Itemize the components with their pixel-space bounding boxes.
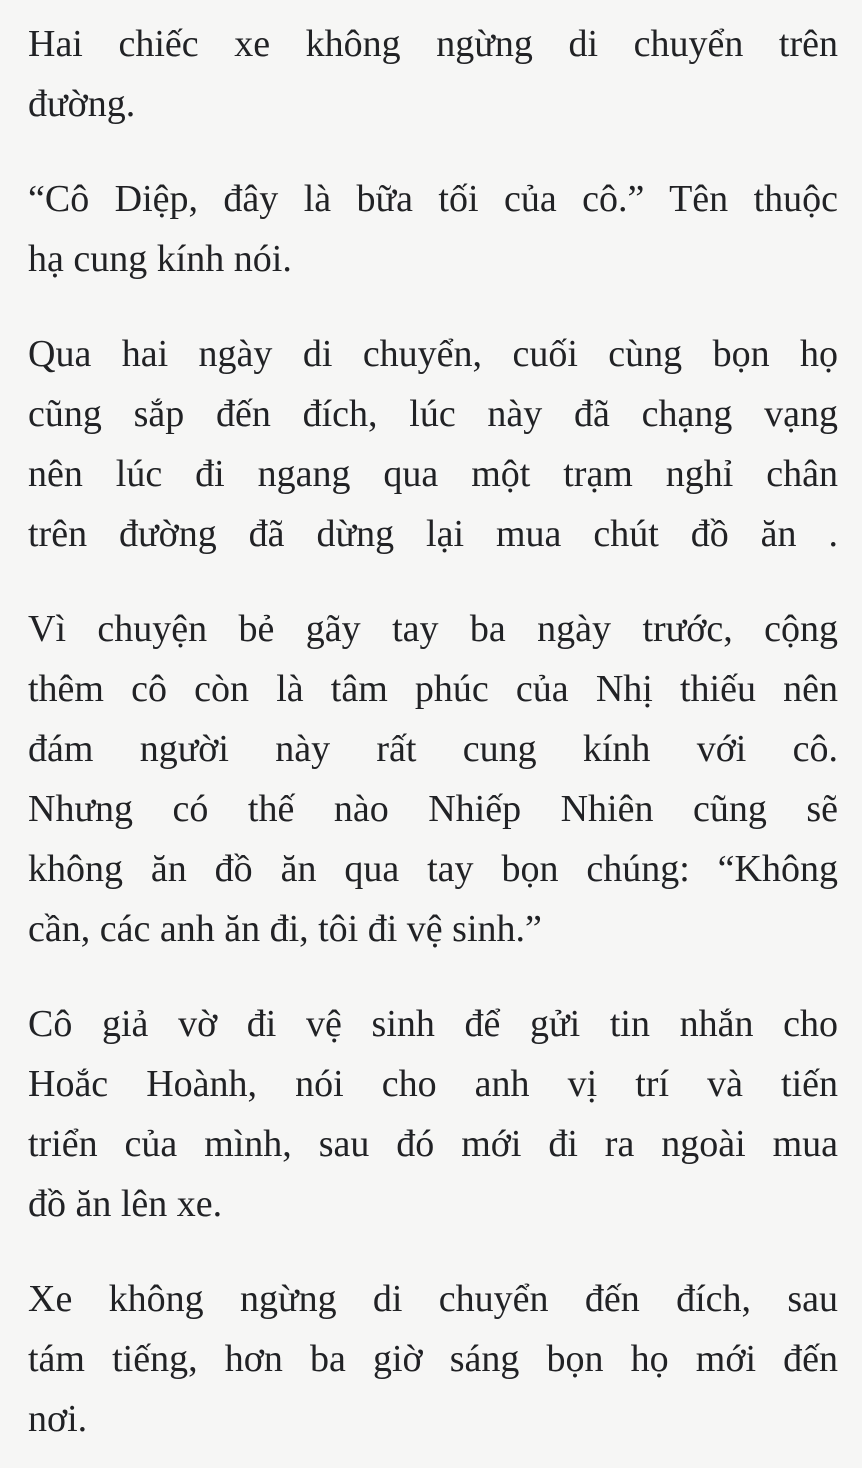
- paragraph-line: cũng sắp đến đích, lúc này đã chạng vạng: [28, 393, 838, 435]
- paragraph-line: “Cô Diệp, đây là bữa tối của cô.” Tên thuộc: [28, 178, 838, 220]
- reading-content: [28, 14, 838, 1449]
- paragraph-line: thêm cô còn là tâm phúc của Nhị thiếu nên: [28, 668, 838, 710]
- paragraph-line: hạ cung kính nói.: [28, 238, 292, 280]
- paragraph-line: trên đường đã dừng lại mua chút đồ ăn .: [28, 513, 838, 555]
- paragraph-line: tám tiếng, hơn ba giờ sáng bọn họ mới đến: [28, 1338, 838, 1380]
- paragraph: [28, 324, 838, 564]
- paragraph-line: Hai chiếc xe không ngừng di chuyển trên: [28, 23, 838, 65]
- paragraph-line: nên lúc đi ngang qua một trạm nghỉ chân: [28, 453, 838, 495]
- paragraph-line: Qua hai ngày di chuyển, cuối cùng bọn họ: [28, 333, 838, 375]
- paragraph-line: Cô giả vờ đi vệ sinh để gửi tin nhắn cho: [28, 1003, 838, 1045]
- paragraph-line: Nhưng có thế nào Nhiếp Nhiên cũng sẽ: [28, 788, 838, 830]
- paragraph: [28, 1269, 838, 1449]
- paragraph-line: đồ ăn lên xe.: [28, 1183, 223, 1225]
- paragraph-line: nơi.: [28, 1398, 88, 1440]
- paragraph-line: Hoắc Hoành, nói cho anh vị trí và tiến: [28, 1063, 838, 1105]
- paragraph-line: cần, các anh ăn đi, tôi đi vệ sinh.”: [28, 908, 542, 950]
- paragraph-line: triển của mình, sau đó mới đi ra ngoài mua: [28, 1123, 838, 1165]
- paragraph: [28, 599, 838, 959]
- paragraph-line: đám người này rất cung kính với cô.: [28, 728, 838, 770]
- paragraph: [28, 169, 838, 289]
- paragraph-line: Xe không ngừng di chuyển đến đích, sau: [28, 1278, 838, 1320]
- paragraph-line: đường.: [28, 83, 136, 125]
- paragraph-line: không ăn đồ ăn qua tay bọn chúng: “Không: [28, 848, 838, 890]
- paragraph-line: Vì chuyện bẻ gãy tay ba ngày trước, cộng: [28, 608, 838, 650]
- paragraph: [28, 14, 838, 134]
- paragraph: [28, 994, 838, 1234]
